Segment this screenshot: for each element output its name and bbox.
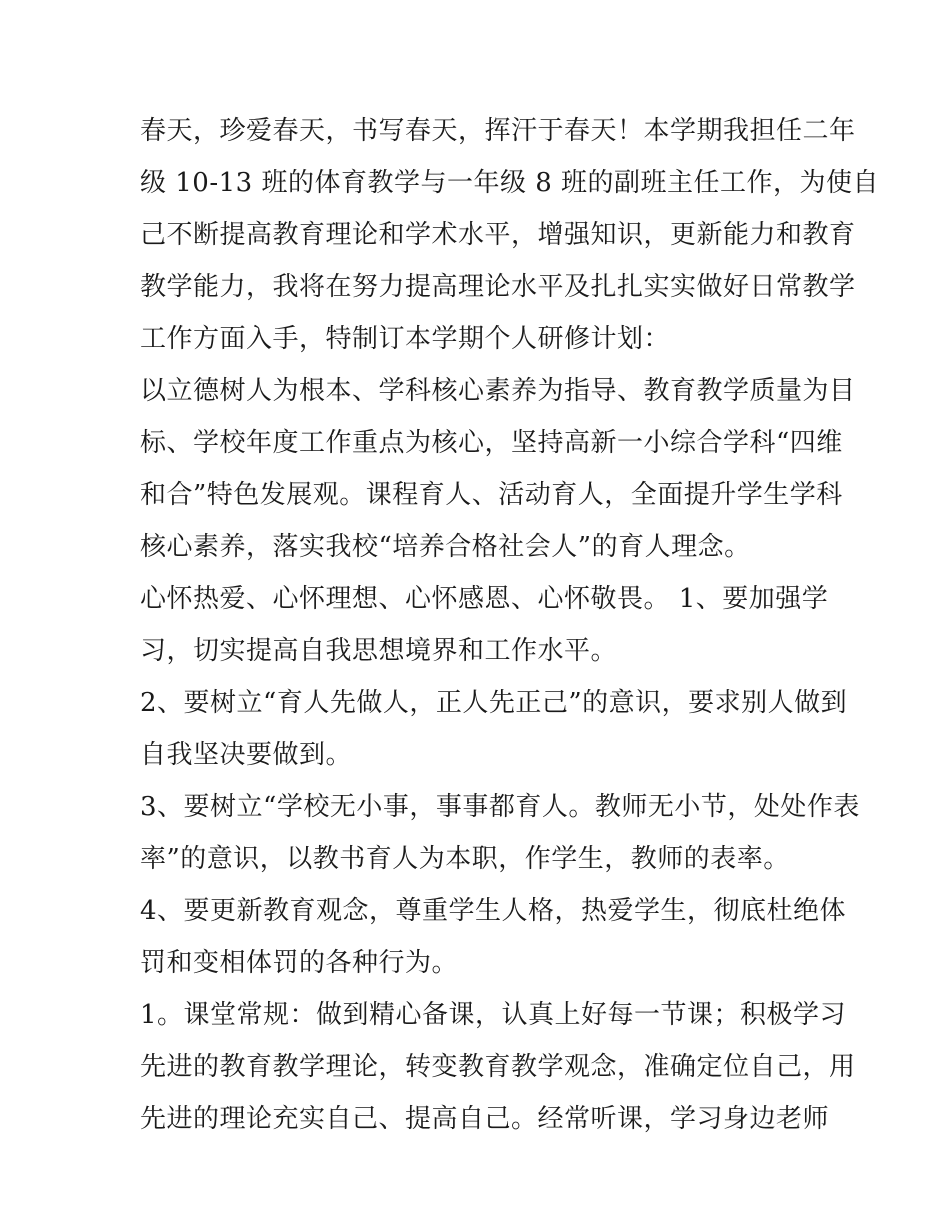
text-line: 率”的意识，以教书育人为本职，作学生，教师的表率。	[140, 844, 790, 874]
text-line: 2、要树立“育人先做人，正人先正己”的意识，要求别人做到	[140, 688, 848, 718]
text-line: 4、要更新教育观念，尊重学生人格，热爱学生，彻底杜绝体	[140, 896, 847, 926]
text-line: 习，切实提高自我思想境界和工作水平。	[140, 636, 618, 666]
text-line: 春天，珍爱春天，书写春天，挥汗于春天！本学期我担任二年	[140, 116, 856, 146]
text-line: 心怀热爱、心怀理想、心怀感恩、心怀敬畏。 1、要加强学	[140, 584, 829, 614]
text-line: 先进的教育教学理论，转变教育教学观念，准确定位自己，用	[140, 1052, 856, 1082]
text-line: 1。课堂常规：做到精心备课，认真上好每一节课；积极学习	[140, 1000, 847, 1030]
text-line: 教学能力，我将在努力提高理论水平及扎扎实实做好日常教学	[140, 272, 856, 302]
text-line: 3、要树立“学校无小事，事事都育人。教师无小节，处处作表	[140, 792, 860, 822]
text-line: 标、学校年度工作重点为核心，坚持高新一小综合学科“四维	[140, 428, 843, 458]
text-line: 核心素养，落实我校“培养合格社会人”的育人理念。	[140, 532, 751, 562]
text-line: 先进的理论充实自己、提高自己。经常听课，学习身边老师	[140, 1104, 830, 1134]
document-body	[140, 105, 880, 1145]
text-line: 级 10-13 班的体育教学与一年级 8 班的副班主任工作，为使自	[140, 168, 880, 198]
text-line: 以立德树人为根本、学科核心素养为指导、教育教学质量为目	[140, 376, 856, 406]
text-line: 自我坚决要做到。	[140, 740, 353, 770]
text-line: 罚和变相体罚的各种行为。	[140, 948, 459, 978]
text-line: 工作方面入手，特制订本学期个人研修计划：	[140, 324, 671, 354]
text-line: 己不断提高教育理论和学术水平，增强知识，更新能力和教育	[140, 220, 856, 250]
text-line: 和合”特色发展观。课程育人、活动育人，全面提升学生学科	[140, 480, 843, 510]
